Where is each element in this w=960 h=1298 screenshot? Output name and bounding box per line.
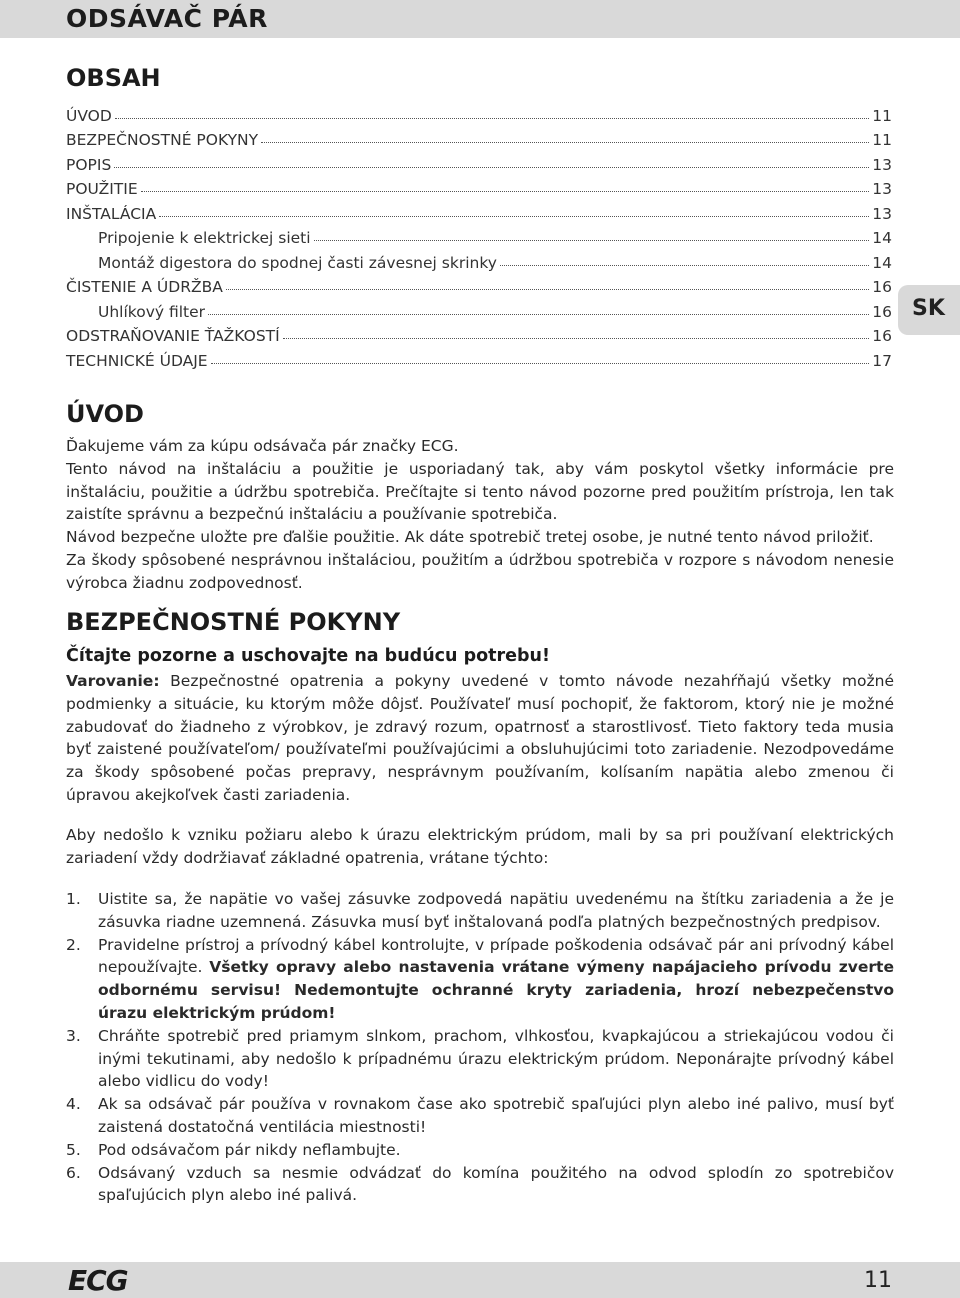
intro-paragraph: Návod bezpečne uložte pre ďalšie použitie. Ak dáte spotrebič tretej osobe, je nutné tento návod priložiť. (66, 528, 874, 547)
toc-entry-page: 16 (872, 327, 892, 345)
toc-entry[interactable] (66, 125, 892, 150)
toc-leader-dots (226, 289, 869, 290)
toc-entry-page: 14 (872, 253, 892, 272)
intro-paragraph: Ďakujeme vám za kúpu odsávača pár značky ECG. (66, 437, 459, 455)
list-item-text (98, 1139, 894, 1162)
toc-leader-dots (261, 142, 869, 143)
list-item-body: Uistite sa, že napätie vo vašej zásuvke zodpovedá napätiu uvedenému na štítku zariadenia a že je zásuvka riadne uzemnená. Zásuvka musí byť inštalovaná podľa platných bezpečnostných predpisov. (98, 890, 894, 931)
list-item-body: Pravidelne prístroj a prívodný kábel kontrolujte, v prípade poškodenia odsávač pár ani prívodný kábel nepoužívajte. (98, 935, 894, 977)
toc-entry-label: ÚVOD (66, 106, 112, 125)
toc-entry[interactable] (66, 100, 892, 125)
toc-leader-dots (211, 363, 870, 364)
toc-entry-label: Montáž digestora do spodnej časti závesnej skrinky (98, 253, 497, 272)
toc-entry[interactable] (66, 198, 892, 223)
list-item-text (98, 934, 894, 1025)
safety-subtitle: Čítajte pozorne a uschovajte na budúcu potrebu! (66, 646, 550, 666)
toc-leader-dots (500, 265, 869, 266)
list-item-body: Ak sa odsávač pár používa v rovnakom čase ako spotrebič spaľujúci plyn alebo iné palivo, musí byť zaistená dostatočná ventilácia miestnosti! (98, 1095, 894, 1136)
toc-leader-dots (314, 240, 870, 241)
toc-entry[interactable] (66, 345, 892, 370)
toc-entry[interactable] (66, 223, 892, 248)
toc-leader-dots (159, 216, 869, 217)
toc-entry-label: BEZPEČNOSTNÉ POKYNY (66, 131, 259, 149)
list-item (66, 1162, 894, 1208)
toc-entry-page: 13 (872, 204, 892, 223)
safety-intro (66, 824, 894, 870)
toc-entry[interactable] (66, 174, 892, 199)
list-item-number: 5. (66, 1140, 81, 1159)
toc-leader-dots (283, 338, 870, 339)
toc-entry-label: ODSTRAŇOVANIE ŤAŽKOSTÍ (66, 327, 280, 345)
intro-heading: ÚVOD (66, 400, 144, 428)
language-tab (898, 285, 960, 335)
toc-entry-label: TECHNICKÉ ÚDAJE (66, 351, 208, 370)
toc-entry-page: 11 (872, 106, 892, 125)
language-code: SK (912, 296, 945, 321)
intro-text-span: Tento návod na inštaláciu a použitie je usporiadaný tak, aby vám poskytol všetky informácie pre inštaláciu, použitie a údržbu spotrebiča. (66, 459, 894, 501)
toc-entry-page: 13 (872, 180, 892, 198)
list-item (66, 1093, 894, 1139)
warning-paragraph (66, 670, 894, 807)
toc-leader-dots (115, 118, 869, 119)
table-of-contents (66, 100, 892, 370)
list-item-number: 3. (66, 1026, 81, 1045)
toc-entry[interactable] (66, 296, 892, 321)
list-item (66, 1025, 894, 1093)
list-item-number: 4. (66, 1095, 81, 1114)
toc-leader-dots (141, 191, 870, 192)
safety-list (66, 888, 894, 1207)
toc-entry-page: 11 (872, 131, 892, 149)
header-bar (0, 0, 960, 38)
list-item-number: 6. (66, 1163, 81, 1182)
toc-entry-label: INŠTALÁCIA (66, 204, 157, 223)
toc-entry-label: ČISTENIE A ÚDRŽBA (66, 278, 223, 296)
toc-entry[interactable] (66, 149, 892, 174)
toc-entry-page: 14 (872, 229, 892, 247)
safety-intro-text: Aby nedošlo k vzniku požiaru alebo k úrazu elektrickým prúdom, mali by sa pri používaní elektrických zariadení vždy dodržiavať základné opatrenia, vrátane týchto: (66, 826, 894, 867)
list-item-body: Chráňte spotrebič pred priamym slnkom, prachom, vlhkosťou, kvapkajúcou a striekajúcou vodou či inými tekutinami, aby nedošlo k prípadnému úrazu elektrickým prúdom. Neponárajte prívodný kábel alebo vidlicu do vody! (98, 1026, 894, 1091)
warning-label: Varovanie: (66, 672, 160, 690)
list-item-emphasis: Všetky opravy alebo nastavenia vrátane výmeny napájacieho prívodu zverte odbornému servisu! Nedemontujte ochranné kryty zariadenia, hrozí nebezpečenstvo úrazu elektrickým prúdom! (98, 958, 894, 1022)
toc-entry-page: 16 (872, 278, 892, 296)
toc-entry[interactable] (66, 247, 892, 272)
toc-entry-page: 13 (872, 155, 892, 174)
intro-text-span: Prečítajte si tento návod pozorne pred použitím prístroja, len tak zaistíte správnu a bezpečnú inštaláciu a používanie spotrebiča. (66, 482, 894, 524)
toc-entry-label: POUŽITIE (66, 180, 138, 198)
list-item-text (98, 1162, 894, 1208)
toc-entry-label: POPIS (66, 155, 112, 174)
intro-paragraph: Za škody spôsobené nesprávnou inštaláciou, použitím a údržbou spotrebiča v rozpore s návodom nenesie výrobca žiadnu zodpovednosť. (66, 550, 894, 592)
toc-leader-dots (114, 167, 869, 168)
ecg-logo: ECG (68, 1264, 128, 1297)
list-item-number: 1. (66, 890, 81, 908)
page-number: 11 (864, 1268, 892, 1293)
intro-text (66, 435, 894, 595)
toc-entry[interactable] (66, 321, 892, 346)
list-item-body: Odsávaný vzduch sa nesmie odvádzať do komína použitého na odvod splodín zo spotrebičov spaľujúcich plyn alebo iné palivá. (98, 1163, 894, 1205)
footer-bar (0, 1262, 960, 1298)
toc-title: OBSAH (66, 64, 161, 92)
list-item (66, 888, 894, 934)
list-item (66, 934, 894, 1025)
list-item-text (98, 1093, 894, 1139)
toc-entry-label: Uhlíkový filter (98, 302, 206, 321)
list-item-text (98, 888, 894, 934)
safety-heading: BEZPEČNOSTNÉ POKYNY (66, 608, 401, 636)
toc-entry-page: 17 (872, 351, 892, 370)
list-item-text (98, 1025, 894, 1093)
list-item-number: 2. (66, 935, 81, 954)
toc-entry-page: 16 (872, 302, 892, 321)
list-item (66, 1139, 894, 1162)
warning-text: Bezpečnostné opatrenia a pokyny uvedené v tomto návode nezahŕňajú všetky možné podmienky a situácie, ku ktorým môže dôjsť. Používateľ musí pochopiť, že faktorom, ktorý nie je možné zabudovať do žiadneho z výrobkov, je zdravý rozum, opatrnosť a starostlivosť. Tieto faktory teda musia byť zaistené používateľom/ používateľmi používajúcimi a obsluhujúcimi toto zariadenie. Nezodpovedáme za škody spôsobené počas prepravy, nesprávnym používaním, kolísaním napätia alebo zmenou či úpravou akejkoľvek časti zariadenia. (66, 672, 894, 804)
document-title: ODSÁVAČ PÁR (66, 4, 268, 33)
toc-entry[interactable] (66, 272, 892, 297)
intro-paragraph (66, 458, 894, 526)
toc-entry-label: Pripojenie k elektrickej sieti (98, 229, 311, 247)
toc-leader-dots (208, 314, 869, 315)
list-item-body: Pod odsávačom pár nikdy neflambujte. (98, 1140, 401, 1159)
